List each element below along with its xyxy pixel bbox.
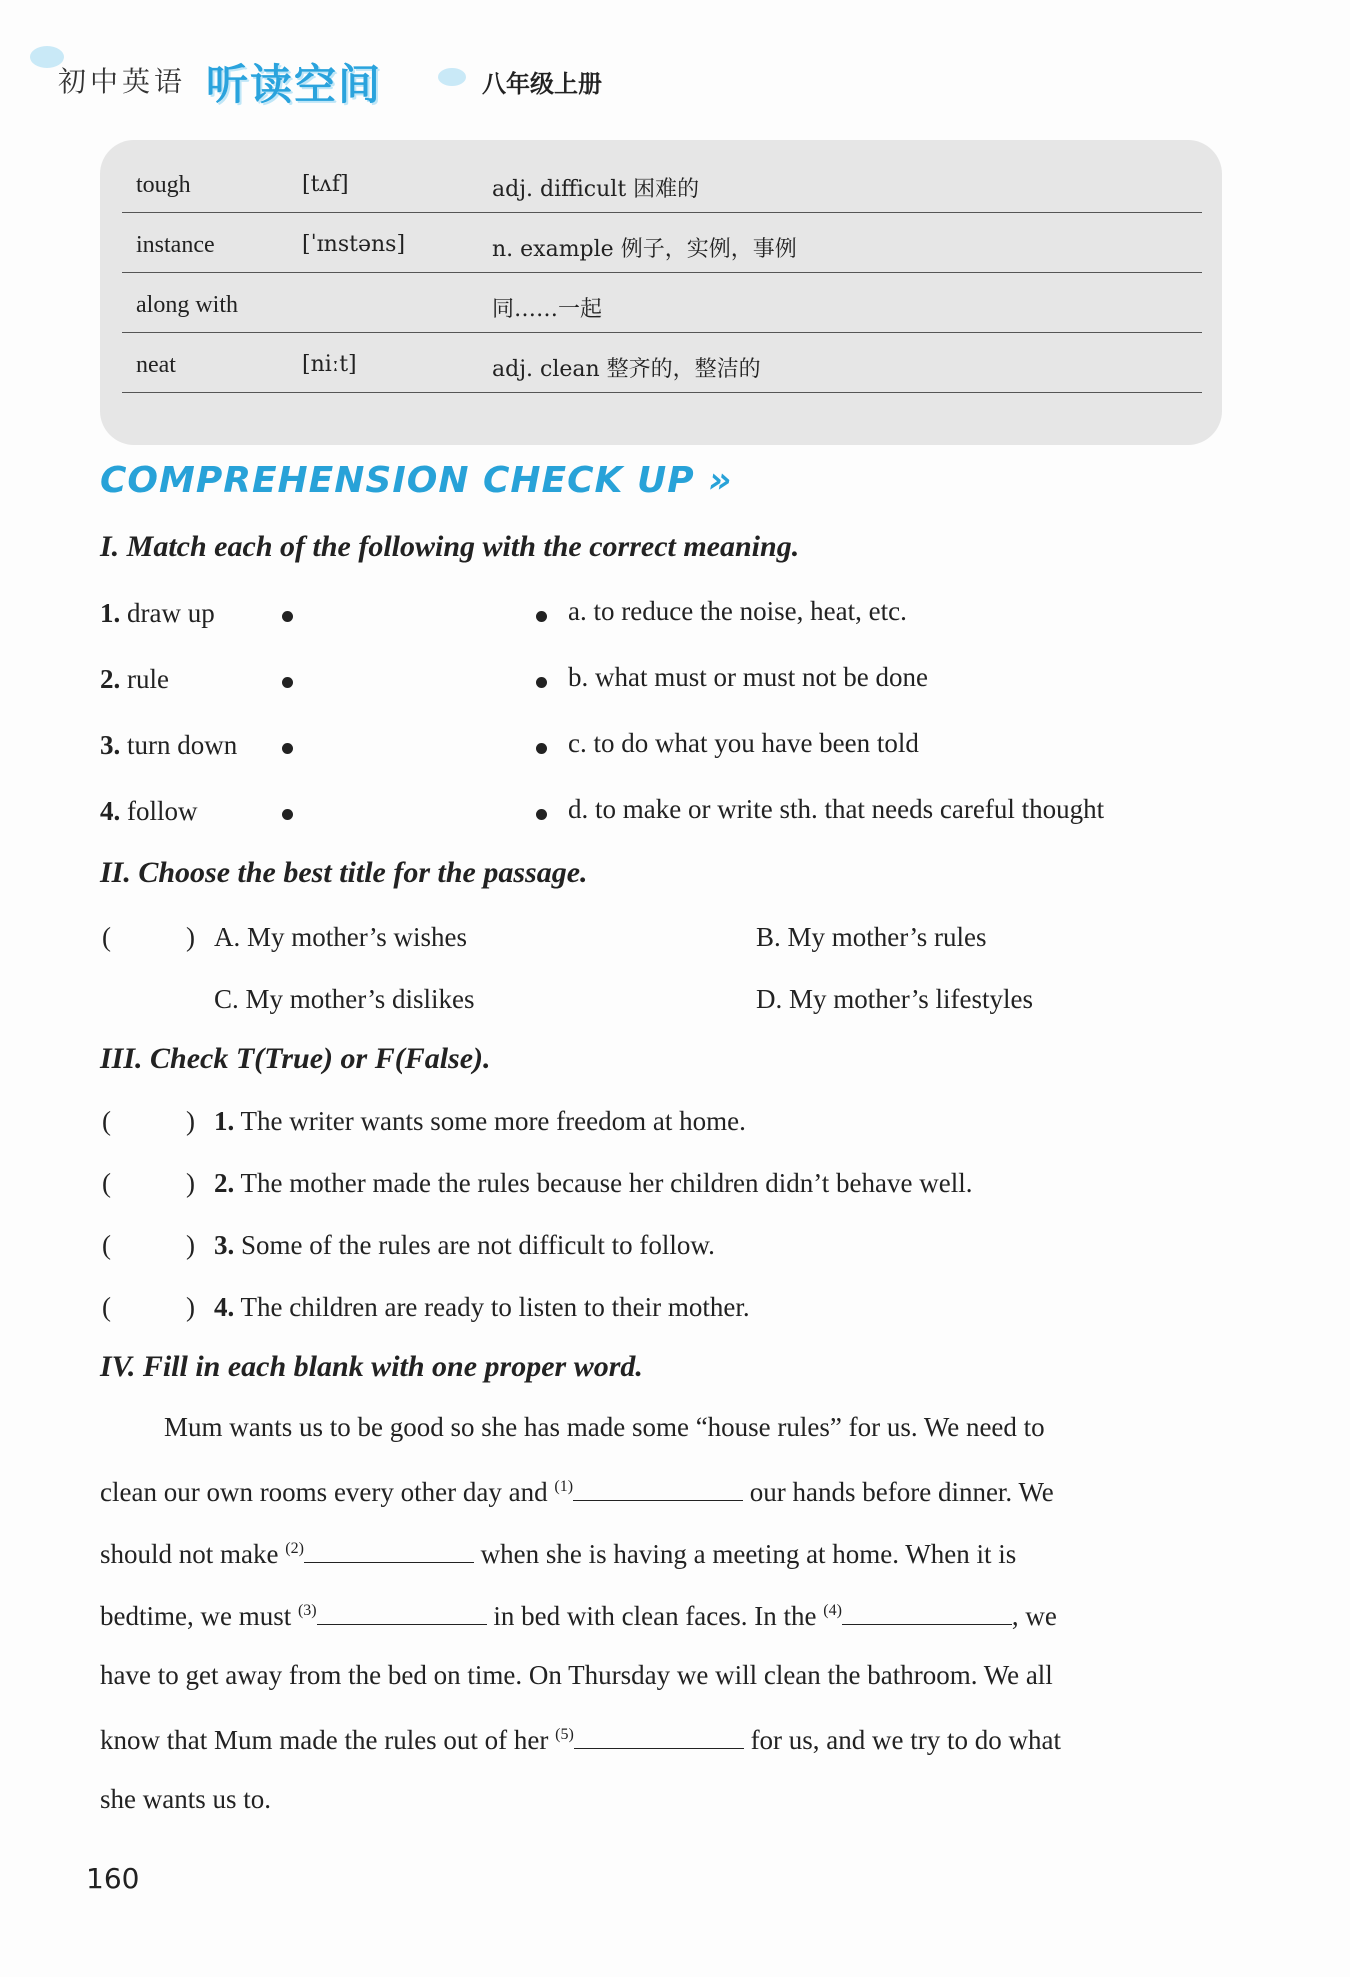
tf-item: 4. The children are ready to listen to their mother. <box>214 1292 750 1322</box>
section-2-title: II. Choose the best title for the passage. <box>100 856 588 889</box>
match-left-item: 1. draw up <box>100 598 215 628</box>
page-number: 160 <box>86 1862 140 1895</box>
tf-item: 1. The writer wants some more freedom at home. <box>214 1106 746 1136</box>
comprehension-heading: COMPREHENSION CHECK UP » <box>100 460 733 501</box>
match-right-item: b. what must or must not be done <box>568 662 928 692</box>
answer-paren-close: ) <box>186 1106 195 1136</box>
match-right-item: d. to make or write sth. that needs careful thought <box>568 794 1105 824</box>
vocab-phonetic: [niːt] <box>302 352 357 377</box>
answer-paren-open: ( <box>102 1230 111 1260</box>
tf-item: 3. Some of the rules are not difficult to follow. <box>214 1230 715 1260</box>
vocabulary-box <box>100 140 1222 445</box>
answer-paren-open: ( <box>102 1168 111 1198</box>
option-d: D. My mother’s lifestyles <box>756 984 1033 1014</box>
blank-2[interactable] <box>304 1536 474 1563</box>
match-left-item: 2. rule <box>100 664 169 694</box>
vocab-word: along with <box>136 292 238 318</box>
match-dot-left[interactable] <box>282 611 293 622</box>
match-dot-right[interactable] <box>536 743 547 754</box>
vocab-meaning: n. example 例子，实例，事例 <box>492 237 797 262</box>
vocab-word: neat <box>136 352 176 378</box>
blank-4[interactable] <box>842 1598 1012 1625</box>
vocab-row <box>122 332 1202 393</box>
answer-paren-close: ) <box>186 1292 195 1322</box>
match-right-item: a. to reduce the noise, heat, etc. <box>568 596 907 626</box>
answer-paren-close: ) <box>186 922 195 952</box>
match-left-item: 4. follow <box>100 796 198 826</box>
tf-item: 2. The mother made the rules because her children didn’t behave well. <box>214 1168 973 1198</box>
section-3-title: III. Check T(True) or F(False). <box>100 1042 491 1075</box>
blank-5[interactable] <box>574 1722 744 1749</box>
match-dot-right[interactable] <box>536 809 547 820</box>
match-left-item: 3. turn down <box>100 730 238 760</box>
passage-line: bedtime, we must $^{(3)}$ in bed with clean faces. In the $^{(4)}$ , we <box>100 1598 1230 1632</box>
vocab-phonetic: [ˈɪnstəns] <box>302 232 406 257</box>
passage-line: know that Mum made the rules out of her $^{(5)}$ for us, and we try to do what <box>100 1722 1230 1756</box>
match-dot-right[interactable] <box>536 611 547 622</box>
passage-line: Mum wants us to be good so she has made some “house rules” for us. We need to <box>164 1412 1045 1442</box>
vocab-phonetic: [tʌf] <box>302 172 349 197</box>
book-title: 初中英语 <box>58 65 187 98</box>
page-header <box>30 40 730 120</box>
match-dot-left[interactable] <box>282 743 293 754</box>
option-a: A. My mother’s wishes <box>214 922 467 952</box>
passage-line: she wants us to. <box>100 1784 271 1814</box>
passage-line: should not make $^{(2)}$ when she is having a meeting at home. When it is <box>100 1536 1230 1570</box>
section-4-title: IV. Fill in each blank with one proper word. <box>100 1350 643 1383</box>
option-c: C. My mother’s dislikes <box>214 984 475 1014</box>
grade-label: 八年级上册 <box>482 70 602 98</box>
passage-line: clean our own rooms every other day and $^{(1)}$ our hands before dinner. We <box>100 1474 1230 1508</box>
vocab-word: tough <box>136 172 191 198</box>
vocab-meaning: adj. clean 整齐的，整洁的 <box>492 357 761 382</box>
answer-paren-close: ) <box>186 1230 195 1260</box>
vocab-meaning: adj. difficult 困难的 <box>492 177 700 202</box>
vocab-row <box>122 212 1202 273</box>
vocab-meaning: 同……一起 <box>492 297 603 322</box>
vocab-word: instance <box>136 232 215 258</box>
match-dot-left[interactable] <box>282 809 293 820</box>
match-right-item: c. to do what you have been told <box>568 728 919 758</box>
option-b: B. My mother’s rules <box>756 922 987 952</box>
answer-paren-close: ) <box>186 1168 195 1198</box>
brand-title: 听读空间 <box>206 60 383 109</box>
bubble-decoration-icon <box>438 68 466 86</box>
vocab-row <box>122 272 1202 333</box>
vocab-row <box>122 152 1202 213</box>
blank-3[interactable] <box>317 1598 487 1625</box>
match-dot-left[interactable] <box>282 677 293 688</box>
match-dot-right[interactable] <box>536 677 547 688</box>
answer-paren-open: ( <box>102 922 111 952</box>
blank-1[interactable] <box>573 1474 743 1501</box>
answer-paren-open: ( <box>102 1292 111 1322</box>
answer-paren-open: ( <box>102 1106 111 1136</box>
passage-line: have to get away from the bed on time. On Thursday we will clean the bathroom. We all <box>100 1660 1053 1690</box>
section-1-title: I. Match each of the following with the correct meaning. <box>100 530 800 563</box>
